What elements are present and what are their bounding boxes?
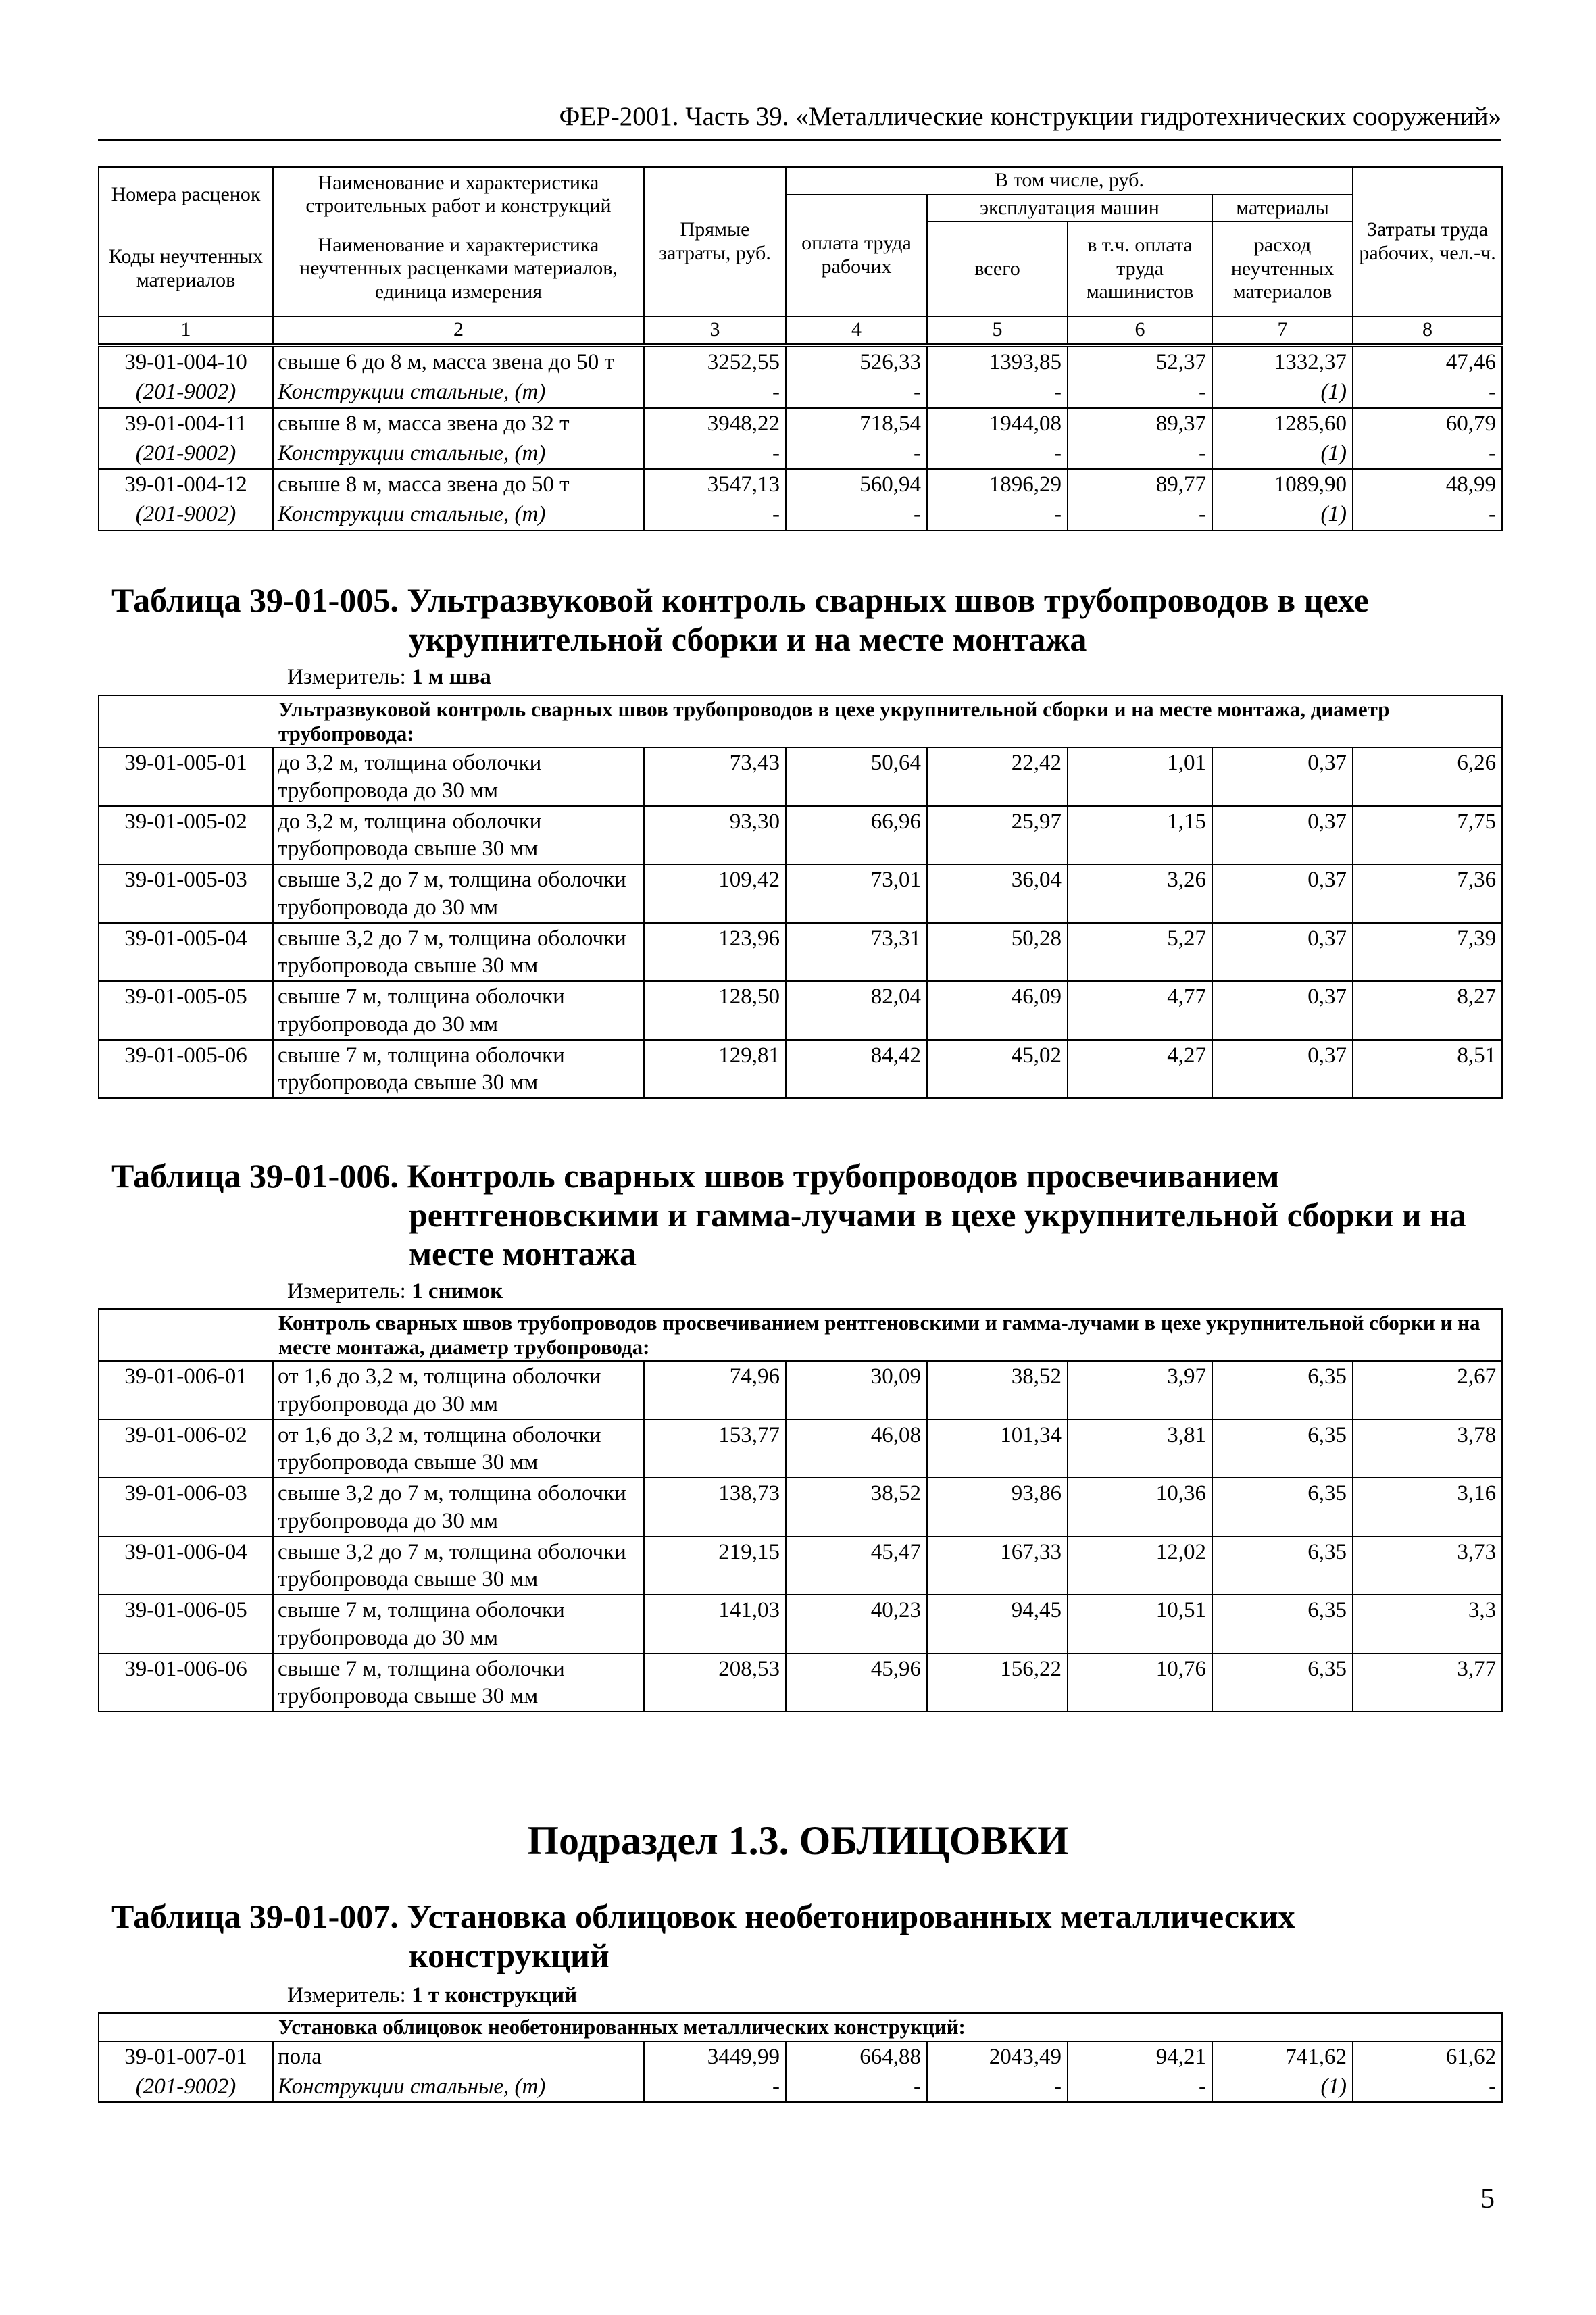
value-cell: 1,15	[1068, 806, 1212, 865]
header-material-name: Наименование и характеристика неучтенных расценками материалов, единица измерения	[273, 222, 644, 316]
col-num: 7	[1212, 316, 1353, 344]
value-cell: 128,50	[644, 981, 786, 1040]
value-cell: 741,62	[1212, 2041, 1353, 2072]
value-cell: 0,37	[1212, 1040, 1353, 1099]
rate-code: 39-01-006-06	[99, 1653, 273, 1712]
table-005	[98, 695, 1503, 1099]
group-row	[99, 1309, 1502, 1361]
table-title-text: укрупнительной сборки и на месте монтажа	[409, 620, 1087, 658]
col-num: 4	[786, 316, 927, 344]
col-num: 1	[99, 316, 273, 344]
table-title-text: рентгеновскими и гамма-лучами в цехе укрупнительной сборки и на	[409, 1195, 1466, 1234]
table-row	[99, 1653, 1502, 1712]
table-row	[99, 1040, 1502, 1099]
header-wages: оплата труда рабочих	[786, 195, 927, 317]
header-direct-costs: Прямые затраты, руб.	[644, 167, 786, 316]
value-cell: 8,27	[1353, 981, 1502, 1040]
value-cell: 73,01	[786, 864, 927, 923]
value-cell: 101,34	[927, 1420, 1068, 1478]
value-cell: (1)	[1212, 377, 1353, 407]
value-cell: 1,01	[1068, 747, 1212, 806]
rate-code: 39-01-006-04	[99, 1537, 273, 1595]
value-cell: 47,46	[1353, 347, 1502, 377]
value-cell: 93,86	[927, 1478, 1068, 1537]
value-cell: 3547,13	[644, 469, 786, 499]
value-cell: 0,37	[1212, 981, 1353, 1040]
value-cell: 3252,55	[644, 347, 786, 377]
value-cell: 22,42	[927, 747, 1068, 806]
rate-name: свыше 3,2 до 7 м, толщина оболочки трубопровода свыше 30 мм	[273, 1537, 644, 1595]
value-cell: -	[644, 2072, 786, 2102]
value-cell: -	[786, 499, 927, 530]
value-cell: -	[1068, 2072, 1212, 2102]
table-row	[99, 806, 1502, 865]
value-cell: (1)	[1212, 2072, 1353, 2102]
rate-code: 39-01-006-01	[99, 1361, 273, 1420]
rate-name: от 1,6 до 3,2 м, толщина оболочки трубопровода до 30 мм	[273, 1361, 644, 1420]
table-title-text: Ультразвуковой контроль сварных швов трубопроводов в цехе	[407, 581, 1369, 619]
table-row	[99, 469, 1502, 499]
value-cell: 1896,29	[927, 469, 1068, 499]
value-cell: 7,75	[1353, 806, 1502, 865]
rate-name: свыше 7 м, толщина оболочки трубопровода до 30 мм	[273, 1595, 644, 1653]
group-row	[99, 695, 1502, 747]
value-cell: 1332,37	[1212, 347, 1353, 377]
group-heading: Установка облицовок необетонированных металлических конструкций:	[273, 2013, 1502, 2041]
value-cell: 45,96	[786, 1653, 927, 1712]
table-row	[99, 981, 1502, 1040]
value-cell: 156,22	[927, 1653, 1068, 1712]
measure-label: Измеритель:	[287, 1983, 406, 2008]
rate-code: 39-01-004-12	[99, 469, 273, 499]
value-cell: 138,73	[644, 1478, 786, 1537]
rate-code: 39-01-004-10	[99, 347, 273, 377]
value-cell: -	[1068, 499, 1212, 530]
rate-code: 39-01-006-02	[99, 1420, 273, 1478]
rate-code: 39-01-005-02	[99, 806, 273, 865]
value-cell: 4,27	[1068, 1040, 1212, 1099]
value-cell: -	[927, 377, 1068, 407]
value-cell: 74,96	[644, 1361, 786, 1420]
table-006-rows	[99, 1309, 1502, 1712]
value-cell: 153,77	[644, 1420, 786, 1478]
value-cell: 664,88	[786, 2041, 927, 2072]
value-cell: 123,96	[644, 923, 786, 982]
value-cell: -	[644, 439, 786, 469]
value-cell: 40,23	[786, 1595, 927, 1653]
value-cell: 93,30	[644, 806, 786, 865]
header-work-name: Наименование и характеристика строительных работ и конструкций	[273, 167, 644, 222]
value-cell: 66,96	[786, 806, 927, 865]
header-material-codes: Коды неучтенных материалов	[99, 222, 273, 316]
table-004-rows	[99, 347, 1502, 530]
value-cell: 45,02	[927, 1040, 1068, 1099]
value-cell: 73,31	[786, 923, 927, 982]
material-code: (201-9002)	[99, 439, 273, 469]
value-cell: 36,04	[927, 864, 1068, 923]
header-materials: материалы	[1212, 195, 1353, 222]
value-cell: 94,21	[1068, 2041, 1212, 2072]
table-row	[99, 1595, 1502, 1653]
material-row	[99, 2072, 1502, 2102]
value-cell: 60,79	[1353, 408, 1502, 439]
table-row	[99, 864, 1502, 923]
material-row	[99, 439, 1502, 469]
measure-value: 1 м шва	[412, 665, 491, 689]
table-007-rows	[99, 2013, 1502, 2102]
value-cell: -	[786, 2072, 927, 2102]
table-number: Таблица 39-01-007.	[111, 1897, 399, 1935]
header-including: В том числе, руб.	[786, 167, 1353, 195]
rate-code: 39-01-005-04	[99, 923, 273, 982]
value-cell: 48,99	[1353, 469, 1502, 499]
value-cell: 50,64	[786, 747, 927, 806]
column-header-table	[98, 166, 1503, 345]
rate-name: до 3,2 м, толщина оболочки трубопровода свыше 30 мм	[273, 806, 644, 865]
value-cell: 12,02	[1068, 1537, 1212, 1595]
value-cell: 6,35	[1212, 1478, 1353, 1537]
material-code: (201-9002)	[99, 377, 273, 407]
material-row	[99, 377, 1502, 407]
value-cell: 46,09	[927, 981, 1068, 1040]
value-cell: 167,33	[927, 1537, 1068, 1595]
rate-name: свыше 3,2 до 7 м, толщина оболочки трубопровода до 30 мм	[273, 864, 644, 923]
measure-value: 1 т конструкций	[412, 1983, 578, 2008]
material-name: Конструкции стальные, (т)	[273, 377, 644, 407]
rate-code: 39-01-006-03	[99, 1478, 273, 1537]
value-cell: -	[1068, 377, 1212, 407]
value-cell: 1944,08	[927, 408, 1068, 439]
value-cell: 0,37	[1212, 923, 1353, 982]
table-006	[98, 1308, 1503, 1712]
value-cell: 0,37	[1212, 864, 1353, 923]
rate-code: 39-01-005-01	[99, 747, 273, 806]
rate-name: пола	[273, 2041, 644, 2072]
rate-name: свыше 8 м, масса звена до 32 т	[273, 408, 644, 439]
table-row	[99, 747, 1502, 806]
value-cell: 3,78	[1353, 1420, 1502, 1478]
material-code: (201-9002)	[99, 499, 273, 530]
value-cell: 61,62	[1353, 2041, 1502, 2072]
value-cell: 3,97	[1068, 1361, 1212, 1420]
page-header: ФЕР-2001. Часть 39. «Металлические конструкции гидротехнических сооружений»	[98, 101, 1501, 141]
col-num: 8	[1353, 316, 1502, 344]
table-006-title	[111, 1157, 1503, 1274]
value-cell: 3449,99	[644, 2041, 786, 2072]
rate-name: свыше 3,2 до 7 м, толщина оболочки трубопровода до 30 мм	[273, 1478, 644, 1537]
table-005-title	[111, 581, 1503, 659]
value-cell: 38,52	[927, 1361, 1068, 1420]
value-cell: 6,35	[1212, 1595, 1353, 1653]
material-code: (201-9002)	[99, 2072, 273, 2102]
value-cell: 3,77	[1353, 1653, 1502, 1712]
value-cell: 94,45	[927, 1595, 1068, 1653]
header-rate-numbers: Номера расценок	[99, 167, 273, 222]
value-cell: -	[927, 2072, 1068, 2102]
value-cell: 3,3	[1353, 1595, 1502, 1653]
col-num: 6	[1068, 316, 1212, 344]
material-name: Конструкции стальные, (т)	[273, 499, 644, 530]
value-cell: 1393,85	[927, 347, 1068, 377]
value-cell: -	[927, 499, 1068, 530]
value-cell: 89,77	[1068, 469, 1212, 499]
value-cell: 3948,22	[644, 408, 786, 439]
rate-code: 39-01-005-05	[99, 981, 273, 1040]
group-heading: Контроль сварных швов трубопроводов просвечиванием рентгеновскими и гамма-лучами в цехе укрупнительной сборки и на месте монтажа, диаметр трубопровода:	[273, 1309, 1502, 1361]
group-spacer	[99, 2013, 273, 2041]
value-cell: 10,51	[1068, 1595, 1212, 1653]
value-cell: 3,26	[1068, 864, 1212, 923]
value-cell: 1089,90	[1212, 469, 1353, 499]
table-005-measure	[287, 665, 491, 690]
value-cell: 6,35	[1212, 1537, 1353, 1595]
value-cell: 8,51	[1353, 1040, 1502, 1099]
value-cell: 3,73	[1353, 1537, 1502, 1595]
value-cell: 46,08	[786, 1420, 927, 1478]
table-title-text: месте монтажа	[409, 1235, 637, 1272]
value-cell: 3,16	[1353, 1478, 1502, 1537]
table-row	[99, 347, 1502, 377]
value-cell: -	[1353, 2072, 1502, 2102]
rate-name: свыше 7 м, толщина оболочки трубопровода свыше 30 мм	[273, 1653, 644, 1712]
header-machines-total: всего	[927, 222, 1068, 316]
rate-code: 39-01-004-11	[99, 408, 273, 439]
rate-name: от 1,6 до 3,2 м, толщина оболочки трубопровода свыше 30 мм	[273, 1420, 644, 1478]
material-name: Конструкции стальные, (т)	[273, 2072, 644, 2102]
group-spacer	[99, 695, 273, 747]
table-row	[99, 1537, 1502, 1595]
value-cell: 4,77	[1068, 981, 1212, 1040]
group-heading: Ультразвуковой контроль сварных швов трубопроводов в цехе укрупнительной сборки и на месте монтажа, диаметр трубопровода:	[273, 695, 1502, 747]
header-labor-costs: Затраты труда рабочих, чел.-ч.	[1353, 167, 1502, 316]
value-cell: (1)	[1212, 439, 1353, 469]
value-cell: 208,53	[644, 1653, 786, 1712]
table-row	[99, 2041, 1502, 2072]
rate-name: свыше 6 до 8 м, масса звена до 50 т	[273, 347, 644, 377]
col-num: 5	[927, 316, 1068, 344]
value-cell: 6,26	[1353, 747, 1502, 806]
value-cell: 0,37	[1212, 747, 1353, 806]
header-material-usage: расход неучтенных материалов	[1212, 222, 1353, 316]
col-num: 2	[273, 316, 644, 344]
table-row	[99, 1361, 1502, 1420]
value-cell: 5,27	[1068, 923, 1212, 982]
value-cell: 109,42	[644, 864, 786, 923]
table-number: Таблица 39-01-006.	[111, 1157, 399, 1195]
value-cell: 38,52	[786, 1478, 927, 1537]
value-cell: 141,03	[644, 1595, 786, 1653]
value-cell: 82,04	[786, 981, 927, 1040]
value-cell: 25,97	[927, 806, 1068, 865]
page-number: 5	[1480, 2183, 1495, 2214]
table-006-measure	[287, 1279, 503, 1304]
rate-code: 39-01-005-03	[99, 864, 273, 923]
value-cell: -	[1353, 499, 1502, 530]
table-title-text: Контроль сварных швов трубопроводов просвечиванием	[407, 1157, 1280, 1195]
group-spacer	[99, 1309, 273, 1361]
material-name: Конструкции стальные, (т)	[273, 439, 644, 469]
value-cell: 0,37	[1212, 806, 1353, 865]
value-cell: 73,43	[644, 747, 786, 806]
value-cell: -	[786, 377, 927, 407]
value-cell: -	[644, 377, 786, 407]
value-cell: 129,81	[644, 1040, 786, 1099]
value-cell: 50,28	[927, 923, 1068, 982]
value-cell: 30,09	[786, 1361, 927, 1420]
value-cell: 560,94	[786, 469, 927, 499]
value-cell: (1)	[1212, 499, 1353, 530]
rate-name: свыше 7 м, толщина оболочки трубопровода свыше 30 мм	[273, 1040, 644, 1099]
value-cell: 1285,60	[1212, 408, 1353, 439]
value-cell: 6,35	[1212, 1361, 1353, 1420]
table-007-title	[111, 1897, 1503, 1975]
table-004	[98, 346, 1503, 531]
table-007-measure	[287, 1983, 577, 2008]
table-number: Таблица 39-01-005.	[111, 581, 399, 619]
group-row	[99, 2013, 1502, 2041]
rate-name: свыше 8 м, масса звена до 50 т	[273, 469, 644, 499]
header-machines: эксплуатация машин	[927, 195, 1212, 222]
rate-name: до 3,2 м, толщина оболочки трубопровода до 30 мм	[273, 747, 644, 806]
value-cell: 10,36	[1068, 1478, 1212, 1537]
value-cell: 2,67	[1353, 1361, 1502, 1420]
value-cell: 10,76	[1068, 1653, 1212, 1712]
value-cell: 3,81	[1068, 1420, 1212, 1478]
rate-name: свыше 7 м, толщина оболочки трубопровода до 30 мм	[273, 981, 644, 1040]
value-cell: 7,39	[1353, 923, 1502, 982]
table-005-rows	[99, 695, 1502, 1098]
measure-label: Измеритель:	[287, 665, 406, 689]
value-cell: -	[927, 439, 1068, 469]
table-title-text: конструкций	[409, 1936, 609, 1974]
table-row	[99, 1478, 1502, 1537]
value-cell: -	[1068, 439, 1212, 469]
value-cell: 84,42	[786, 1040, 927, 1099]
value-cell: -	[1353, 377, 1502, 407]
rate-code: 39-01-007-01	[99, 2041, 273, 2072]
table-row	[99, 923, 1502, 982]
value-cell: 45,47	[786, 1537, 927, 1595]
material-row	[99, 499, 1502, 530]
rate-name: свыше 3,2 до 7 м, толщина оболочки трубопровода свыше 30 мм	[273, 923, 644, 982]
value-cell: 526,33	[786, 347, 927, 377]
rate-code: 39-01-005-06	[99, 1040, 273, 1099]
subsection-title: Подраздел 1.3. ОБЛИЦОВКИ	[527, 1818, 1069, 1863]
value-cell: 6,35	[1212, 1653, 1353, 1712]
table-row	[99, 1420, 1502, 1478]
table-row	[99, 408, 1502, 439]
value-cell: 718,54	[786, 408, 927, 439]
table-title-text: Установка облицовок необетонированных металлических	[407, 1897, 1295, 1935]
value-cell: -	[786, 439, 927, 469]
col-num: 3	[644, 316, 786, 344]
value-cell: 219,15	[644, 1537, 786, 1595]
table-007	[98, 2012, 1503, 2103]
value-cell: 6,35	[1212, 1420, 1353, 1478]
measure-label: Измеритель:	[287, 1279, 406, 1303]
value-cell: -	[1353, 439, 1502, 469]
value-cell: 89,37	[1068, 408, 1212, 439]
measure-value: 1 снимок	[412, 1279, 503, 1303]
value-cell: -	[644, 499, 786, 530]
value-cell: 52,37	[1068, 347, 1212, 377]
value-cell: 7,36	[1353, 864, 1502, 923]
value-cell: 2043,49	[927, 2041, 1068, 2072]
rate-code: 39-01-006-05	[99, 1595, 273, 1653]
header-machinists-wages: в т.ч. оплата труда машинистов	[1068, 222, 1212, 316]
